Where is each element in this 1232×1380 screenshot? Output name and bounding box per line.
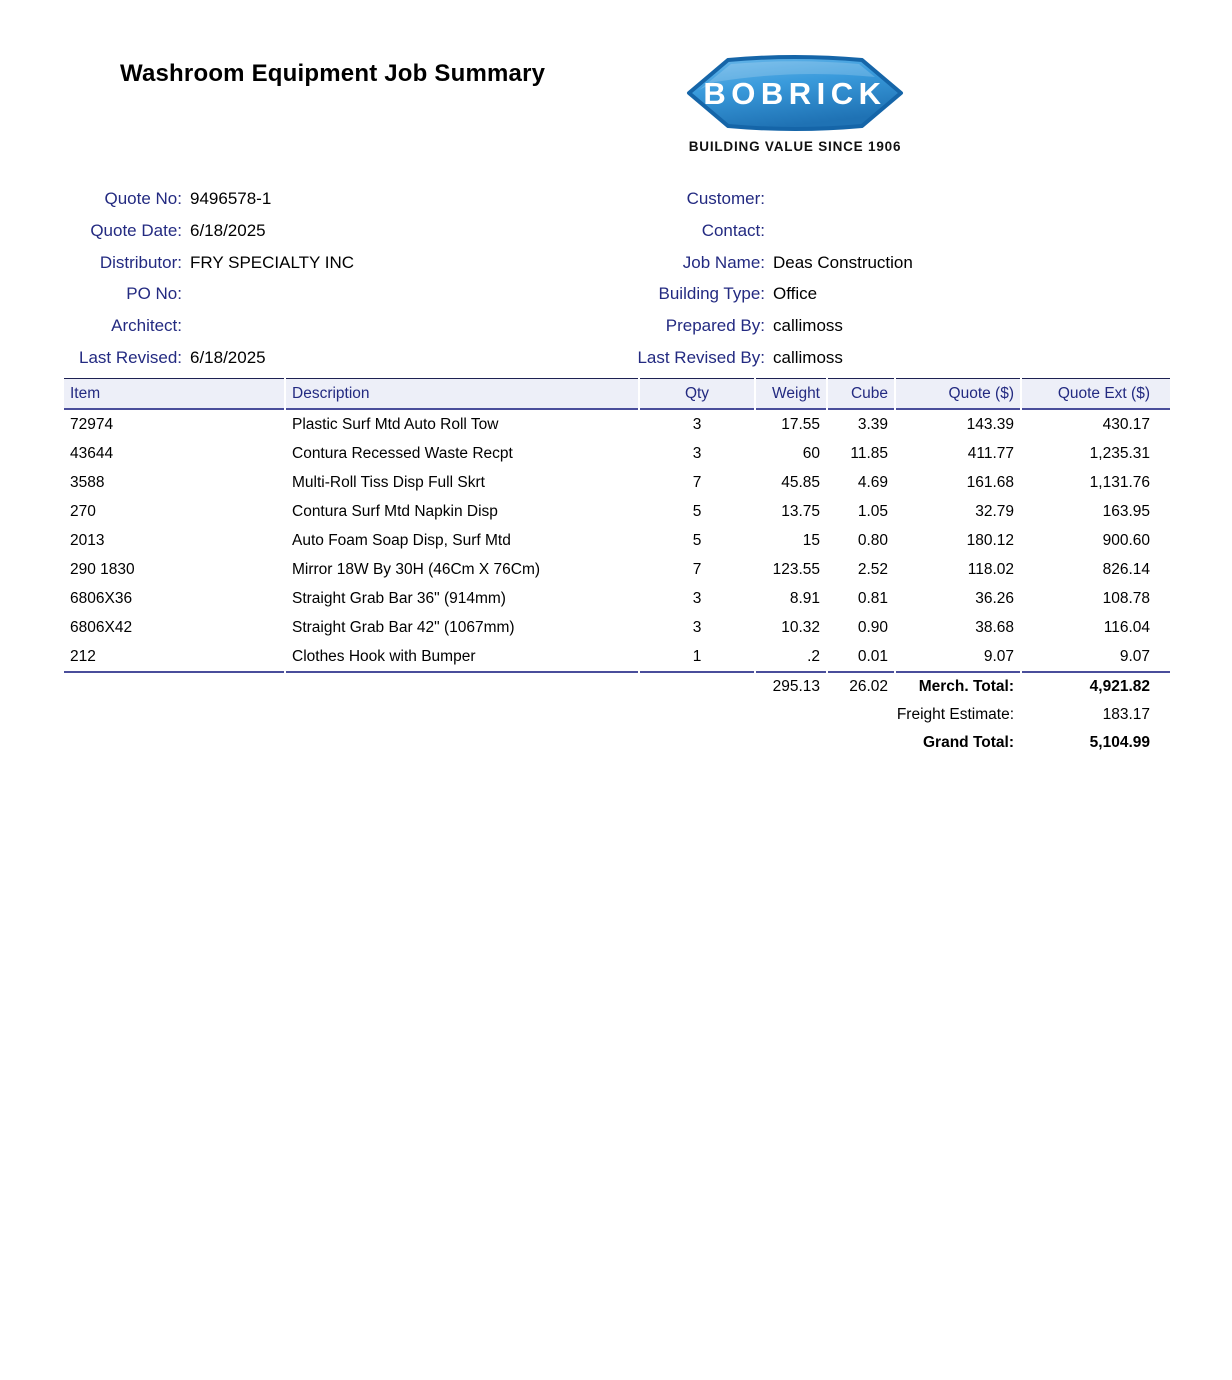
cell-item: 270	[70, 502, 96, 520]
cell-weight: 8.91	[789, 589, 820, 607]
cell-quote: 32.79	[975, 502, 1014, 520]
table-row	[64, 410, 1170, 439]
field-label: Customer:	[686, 189, 765, 208]
cell-item: 6806X36	[70, 589, 133, 607]
cell-description: Plastic Surf Mtd Auto Roll Tow	[292, 415, 499, 433]
cell-description: Multi-Roll Tiss Disp Full Skrt	[292, 473, 485, 491]
field-po-no	[62, 278, 542, 310]
cell-item: 72974	[70, 415, 114, 433]
merch-total-value: 4,921.82	[1089, 678, 1150, 695]
cell-quote: 180.12	[966, 531, 1014, 549]
field-value: 9496578-1	[190, 189, 272, 208]
field-value: callimoss	[773, 316, 843, 336]
field-label: Quote Date:	[90, 220, 182, 240]
table-row	[64, 468, 1170, 497]
cell-description: Contura Surf Mtd Napkin Disp	[292, 502, 498, 520]
table-row	[64, 555, 1170, 584]
field-contact	[600, 215, 1120, 247]
field-label: Distributor:	[99, 252, 182, 272]
cell-cube: 0.81	[857, 589, 888, 607]
cell-weight: 15	[802, 531, 820, 549]
cell-quote-ext: 430.17	[1102, 415, 1150, 433]
cell-item: 43644	[70, 444, 114, 462]
bobrick-hexagon-icon	[685, 52, 905, 134]
field-label: Job Name:	[682, 252, 765, 272]
cell-quote-ext: 116.04	[1103, 618, 1150, 636]
field-quote-no	[62, 183, 542, 215]
merch-total-label: Merch. Total:	[918, 678, 1014, 695]
brand-name: BOBRICK	[703, 76, 887, 111]
col-header-quote: Quote ($)	[896, 378, 1020, 410]
cell-item: 6806X42	[70, 618, 133, 636]
cell-quote: 411.77	[967, 444, 1014, 462]
cell-quote-ext: 9.07	[1022, 642, 1170, 673]
cell-description: Mirror 18W By 30H (46Cm X 76Cm)	[292, 560, 541, 578]
field-last-revised-by	[600, 342, 1120, 374]
grand-total-label: Grand Total:	[923, 734, 1014, 751]
cell-quote-ext: 108.78	[1102, 589, 1150, 607]
field-building-type	[600, 278, 1120, 310]
cell-item: 212	[64, 642, 284, 673]
col-header-quote-ext: Quote Ext ($)	[1022, 378, 1170, 410]
cell-qty: 7	[692, 473, 702, 491]
cell-qty: 1	[640, 642, 754, 673]
field-label: Contact:	[701, 220, 765, 240]
field-value: Deas Construction	[773, 252, 913, 272]
field-customer	[600, 183, 1120, 215]
cell-quote: 118.02	[967, 560, 1014, 578]
table-row	[64, 613, 1170, 642]
cell-quote: 143.39	[966, 415, 1014, 433]
cell-quote: 9.07	[896, 642, 1020, 673]
cell-quote: 161.68	[966, 473, 1014, 491]
field-prepared-by	[600, 310, 1120, 342]
quote-info-right	[600, 183, 1120, 374]
cell-qty: 7	[692, 560, 702, 578]
cell-qty: 3	[692, 618, 702, 636]
col-header-weight: Weight	[756, 378, 826, 410]
cell-quote-ext: 900.60	[1102, 531, 1150, 549]
col-header-description: Description	[286, 378, 638, 410]
field-label: Prepared By:	[665, 316, 765, 336]
cell-quote-ext: 826.14	[1102, 560, 1150, 578]
cell-weight: 13.75	[781, 502, 820, 520]
field-label: PO No:	[126, 284, 182, 304]
cell-description: Auto Foam Soap Disp, Surf Mtd	[292, 531, 511, 549]
cell-cube: 4.69	[857, 473, 888, 491]
field-value: FRY SPECIALTY INC	[190, 252, 355, 272]
quote-info-left	[62, 183, 542, 374]
cell-description: Clothes Hook with Bumper	[286, 642, 638, 673]
table-row	[64, 497, 1170, 526]
weight-total: 295.13	[772, 678, 820, 695]
cell-cube: 0.80	[857, 531, 888, 549]
field-label: Quote No:	[104, 189, 182, 208]
items-table	[62, 378, 1172, 757]
table-row	[64, 584, 1170, 613]
cell-weight: 17.55	[781, 415, 820, 433]
field-value: 6/18/2025	[190, 220, 266, 240]
totals-row-grand	[64, 729, 1170, 757]
cell-item: 3588	[70, 473, 105, 491]
cell-quote-ext: 1,235.31	[1089, 444, 1150, 462]
cell-cube: 0.90	[857, 618, 888, 636]
cell-cube: 2.52	[857, 560, 888, 578]
cell-item: 2013	[70, 531, 105, 549]
cell-qty: 3	[692, 415, 702, 433]
col-header-qty: Qty	[640, 378, 754, 410]
field-architect	[62, 310, 542, 342]
cell-quote: 38.68	[975, 618, 1014, 636]
cell-quote: 36.26	[975, 589, 1014, 607]
bobrick-logo	[685, 52, 905, 154]
cell-quote-ext: 1,131.76	[1089, 473, 1150, 491]
cell-qty: 5	[692, 531, 702, 549]
freight-estimate-label: Freight Estimate:	[896, 706, 1014, 723]
cell-weight: 45.85	[781, 473, 820, 491]
cell-weight: 10.32	[781, 618, 820, 636]
cell-description: Straight Grab Bar 42" (1067mm)	[292, 618, 515, 636]
table-header-row	[64, 378, 1170, 410]
page-title: Washroom Equipment Job Summary	[120, 60, 546, 87]
field-quote-date	[62, 215, 542, 247]
table-row	[64, 526, 1170, 555]
cell-item: 290 1830	[70, 560, 135, 578]
cell-weight: 123.55	[772, 560, 820, 578]
table-row	[64, 439, 1170, 468]
field-job-name	[600, 247, 1120, 279]
field-label: Last Revised:	[79, 347, 182, 367]
freight-estimate-value: 183.17	[1102, 706, 1150, 723]
field-value: callimoss	[773, 347, 843, 367]
cell-description: Straight Grab Bar 36" (914mm)	[292, 589, 506, 607]
field-label: Building Type:	[658, 284, 765, 304]
cell-qty: 5	[692, 502, 702, 520]
cell-qty: 3	[692, 444, 702, 462]
cell-weight: .2	[756, 642, 826, 673]
cell-description: Contura Recessed Waste Recpt	[292, 444, 513, 462]
table-row	[64, 642, 1170, 673]
totals-row-merch	[64, 673, 1170, 701]
cell-qty: 3	[692, 589, 702, 607]
field-last-revised	[62, 342, 542, 374]
field-distributor	[62, 247, 542, 279]
cell-cube: 0.01	[828, 642, 894, 673]
col-header-cube: Cube	[828, 378, 894, 410]
brand-tagline: BUILDING VALUE SINCE 1906	[688, 139, 902, 154]
cell-quote-ext: 163.95	[1102, 502, 1150, 520]
field-value: 6/18/2025	[190, 347, 266, 367]
cell-cube: 3.39	[857, 415, 888, 433]
grand-total-value: 5,104.99	[1089, 734, 1150, 751]
field-value: Office	[773, 284, 818, 304]
cell-weight: 60	[802, 444, 820, 462]
field-label: Architect:	[111, 316, 182, 336]
cell-cube: 11.85	[850, 444, 888, 462]
cell-cube: 1.05	[857, 502, 888, 520]
col-header-item: Item	[64, 378, 284, 410]
field-label: Last Revised By:	[637, 347, 765, 367]
cube-total: 26.02	[849, 678, 888, 695]
totals-row-freight	[64, 701, 1170, 729]
